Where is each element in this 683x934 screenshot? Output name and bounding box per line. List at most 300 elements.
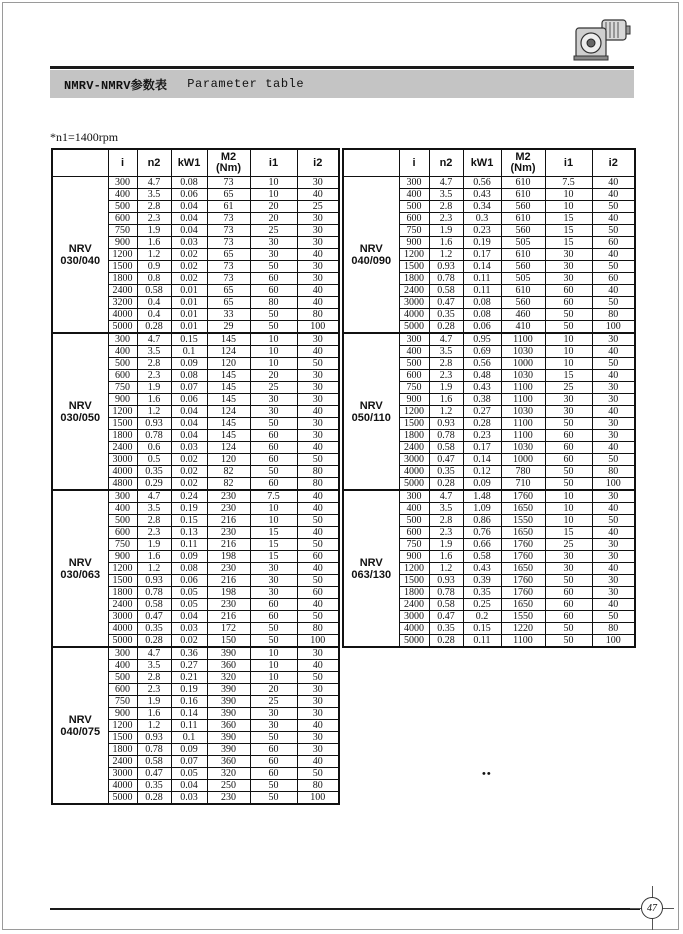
column-header: i1 (545, 149, 592, 177)
table-cell: 30 (297, 394, 339, 406)
table-cell: 0.2 (463, 611, 501, 623)
table-cell: 50 (545, 321, 592, 334)
table-cell: 65 (207, 249, 250, 261)
table-cell: 780 (501, 466, 545, 478)
table-row (52, 333, 339, 346)
table-cell: 65 (207, 285, 250, 297)
table-cell: 0.09 (171, 358, 207, 370)
table-cell: 0.23 (463, 225, 501, 237)
table-cell: 50 (250, 309, 297, 321)
table-cell: 100 (297, 635, 339, 648)
table-cell: 60 (250, 430, 297, 442)
table-cell: 230 (207, 563, 250, 575)
table-cell: 0.04 (171, 406, 207, 418)
table-cell: 390 (207, 732, 250, 744)
table-cell: 0.78 (429, 587, 463, 599)
table-cell: 560 (501, 225, 545, 237)
table-cell: 4.7 (137, 177, 171, 189)
table-cell: 0.35 (463, 587, 501, 599)
table-cell: 1.6 (429, 237, 463, 249)
table-cell: 0.28 (463, 418, 501, 430)
table-cell: 30 (545, 261, 592, 273)
table-cell: 1.6 (429, 551, 463, 563)
table-cell: 15 (250, 551, 297, 563)
table-cell: 0.86 (463, 515, 501, 527)
table-cell: 2.3 (429, 370, 463, 382)
table-cell: 500 (108, 358, 137, 370)
table-cell: 1.2 (429, 406, 463, 418)
table-cell: 1500 (108, 575, 137, 587)
table-cell: 15 (250, 527, 297, 539)
table-cell: 0.35 (429, 309, 463, 321)
table-cell: 145 (207, 333, 250, 346)
table-cell: 4000 (108, 309, 137, 321)
table-cell: 230 (207, 503, 250, 515)
table-row (52, 490, 339, 503)
table-cell: 50 (250, 792, 297, 805)
table-cell: 50 (297, 515, 339, 527)
table-cell: 3000 (399, 297, 429, 309)
table-cell: 10 (250, 503, 297, 515)
table-cell: 0.11 (463, 635, 501, 648)
column-header: n2 (429, 149, 463, 177)
table-cell: 2400 (108, 285, 137, 297)
column-header: kW1 (171, 149, 207, 177)
table-cell: 1800 (108, 587, 137, 599)
table-cell: 145 (207, 394, 250, 406)
table-cell: 80 (592, 309, 635, 321)
table-cell: 0.47 (429, 454, 463, 466)
table-cell: 1760 (501, 587, 545, 599)
table-cell: 560 (501, 261, 545, 273)
table-cell: 360 (207, 660, 250, 672)
table-cell: 1650 (501, 503, 545, 515)
table-cell: 1200 (399, 563, 429, 575)
table-cell: 30 (297, 370, 339, 382)
table-cell: 30 (297, 418, 339, 430)
table-cell: 30 (250, 708, 297, 720)
table-cell: 390 (207, 696, 250, 708)
table-cell: 1800 (108, 744, 137, 756)
table-cell: 0.13 (171, 527, 207, 539)
table-cell: 60 (545, 599, 592, 611)
table-cell: 30 (250, 406, 297, 418)
table-cell: 60 (545, 297, 592, 309)
table-cell: 50 (250, 623, 297, 635)
table-cell: 0.93 (429, 261, 463, 273)
table-cell: 0.04 (171, 430, 207, 442)
table-cell: 0.09 (171, 551, 207, 563)
table-cell: 0.23 (463, 430, 501, 442)
table-cell: 40 (592, 442, 635, 454)
table-cell: 50 (297, 611, 339, 623)
table-cell: 50 (592, 201, 635, 213)
table-cell: 0.35 (137, 623, 171, 635)
table-cell: 40 (592, 599, 635, 611)
table-cell: 0.78 (137, 744, 171, 756)
table-cell: 65 (207, 189, 250, 201)
table-cell: 0.08 (171, 177, 207, 189)
column-header: i (108, 149, 137, 177)
table-cell: 300 (399, 333, 429, 346)
table-cell: 0.04 (171, 418, 207, 430)
table-cell: 1550 (501, 611, 545, 623)
table-cell: 0.11 (463, 285, 501, 297)
table-cell: 5000 (108, 792, 137, 805)
table-cell: 900 (108, 394, 137, 406)
table-cell: 4000 (108, 623, 137, 635)
table-cell: 30 (297, 382, 339, 394)
table-cell: 0.58 (429, 285, 463, 297)
table-cell: 1200 (108, 249, 137, 261)
table-cell: 4.7 (137, 490, 171, 503)
table-cell: 320 (207, 768, 250, 780)
table-cell: 0.35 (429, 466, 463, 478)
table-cell: 1.6 (429, 394, 463, 406)
table-cell: 3000 (399, 611, 429, 623)
page-number: 47 (641, 897, 663, 919)
table-cell: 0.09 (463, 478, 501, 491)
table-cell: 25 (250, 696, 297, 708)
table-cell: 0.43 (463, 382, 501, 394)
table-cell: 300 (399, 177, 429, 189)
table-cell: 0.66 (463, 539, 501, 551)
model-label: NRV 030/050 (52, 333, 108, 490)
table-cell: 10 (250, 346, 297, 358)
table-cell: 50 (250, 321, 297, 334)
header-blank-cell (343, 149, 399, 177)
table-cell: 80 (297, 466, 339, 478)
table-cell: 400 (399, 189, 429, 201)
table-cell: 0.48 (463, 370, 501, 382)
table-cell: 60 (545, 587, 592, 599)
table-cell: 750 (108, 696, 137, 708)
table-cell: 0.69 (463, 346, 501, 358)
table-cell: 0.35 (429, 623, 463, 635)
table-cell: 0.95 (463, 333, 501, 346)
table-cell: 610 (501, 249, 545, 261)
table-header-row (343, 149, 635, 177)
column-header: i (399, 149, 429, 177)
table-cell: 3000 (108, 454, 137, 466)
table-cell: 5000 (399, 478, 429, 491)
table-cell: 40 (592, 249, 635, 261)
table-cell: 61 (207, 201, 250, 213)
table-cell: 0.14 (463, 454, 501, 466)
table-cell: 390 (207, 684, 250, 696)
table-cell: 600 (108, 527, 137, 539)
table-cell: 50 (545, 478, 592, 491)
table-cell: 1.9 (429, 225, 463, 237)
table-cell: 40 (592, 189, 635, 201)
table-cell: 40 (592, 370, 635, 382)
table-cell: 10 (545, 333, 592, 346)
table-cell: 50 (297, 539, 339, 551)
table-cell: 30 (592, 333, 635, 346)
table-cell: 1200 (108, 406, 137, 418)
table-cell: 1800 (399, 430, 429, 442)
table-cell: 2400 (399, 285, 429, 297)
table-cell: 50 (297, 454, 339, 466)
table-cell: 360 (207, 720, 250, 732)
table-cell: 1100 (501, 394, 545, 406)
table-cell: 10 (250, 189, 297, 201)
table-cell: 0.4 (137, 309, 171, 321)
table-cell: 2.8 (429, 515, 463, 527)
table-cell: 30 (297, 213, 339, 225)
table-cell: 100 (592, 478, 635, 491)
gear-motor-icon (572, 14, 632, 64)
table-cell: 2.3 (137, 527, 171, 539)
table-cell: 60 (592, 273, 635, 285)
table-cell: 0.09 (171, 744, 207, 756)
table-cell: 10 (545, 358, 592, 370)
table-cell: 0.06 (171, 189, 207, 201)
table-cell: 7.5 (545, 177, 592, 189)
table-cell: 73 (207, 213, 250, 225)
table-cell: 600 (108, 684, 137, 696)
model-label: NRV 030/063 (52, 490, 108, 647)
table-cell: 10 (250, 672, 297, 684)
table-cell: 1500 (108, 261, 137, 273)
title-banner (50, 70, 634, 98)
table-cell: 1.6 (137, 708, 171, 720)
table-cell: 1760 (501, 575, 545, 587)
table-cell: 750 (399, 539, 429, 551)
table-cell: 40 (297, 599, 339, 611)
table-cell: 10 (545, 490, 592, 503)
table-cell: 1000 (501, 454, 545, 466)
table-cell: 50 (250, 635, 297, 648)
table-cell: 50 (545, 418, 592, 430)
table-cell: 3.5 (137, 189, 171, 201)
table-cell: 3000 (399, 454, 429, 466)
table-cell: 40 (297, 346, 339, 358)
table-cell: 50 (250, 732, 297, 744)
table-cell: 40 (592, 527, 635, 539)
table-cell: 25 (250, 382, 297, 394)
table-cell: 40 (592, 285, 635, 297)
table-cell: 40 (297, 660, 339, 672)
table-cell: 30 (592, 551, 635, 563)
table-cell: 750 (399, 225, 429, 237)
table-cell: 390 (207, 744, 250, 756)
table-cell: 216 (207, 539, 250, 551)
table-cell: 4.7 (137, 647, 171, 660)
table-cell: 50 (297, 575, 339, 587)
table-cell: 300 (399, 490, 429, 503)
table-cell: 1650 (501, 599, 545, 611)
table-cell: 0.11 (171, 539, 207, 551)
table-cell: 1030 (501, 406, 545, 418)
footer-rule (50, 908, 640, 910)
table-cell: 1030 (501, 346, 545, 358)
table-cell: 198 (207, 587, 250, 599)
table-cell: 50 (297, 768, 339, 780)
table-cell: 560 (501, 201, 545, 213)
table-cell: 1100 (501, 382, 545, 394)
table-cell: 0.17 (463, 249, 501, 261)
table-cell: 4000 (399, 623, 429, 635)
parameter-table-right (342, 148, 636, 648)
table-cell: 0.47 (429, 297, 463, 309)
table-cell: 73 (207, 225, 250, 237)
table-cell: 30 (297, 237, 339, 249)
table-cell: 3.5 (137, 660, 171, 672)
table-cell: 15 (545, 213, 592, 225)
table-cell: 30 (297, 225, 339, 237)
table-cell: 3.5 (429, 503, 463, 515)
table-cell: 0.35 (137, 466, 171, 478)
table-cell: 1760 (501, 539, 545, 551)
table-cell: 0.78 (429, 430, 463, 442)
table-cell: 750 (399, 382, 429, 394)
table-cell: 60 (545, 285, 592, 297)
table-cell: 15 (545, 225, 592, 237)
table-cell: 30 (545, 249, 592, 261)
table-cell: 360 (207, 756, 250, 768)
table-cell: 50 (545, 309, 592, 321)
table-cell: 1.9 (429, 382, 463, 394)
table-cell: 1500 (399, 575, 429, 587)
table-cell: 40 (592, 406, 635, 418)
table-cell: 230 (207, 599, 250, 611)
table-cell: 0.4 (137, 297, 171, 309)
table-cell: 1.9 (137, 382, 171, 394)
table-cell: 2.8 (429, 358, 463, 370)
table-cell: 25 (250, 225, 297, 237)
table-cell: 390 (207, 647, 250, 660)
table-cell: 4000 (108, 466, 137, 478)
table-cell: 216 (207, 575, 250, 587)
table-cell: 30 (545, 406, 592, 418)
table-cell: 60 (545, 442, 592, 454)
table-cell: 0.01 (171, 285, 207, 297)
table-cell: 230 (207, 490, 250, 503)
table-cell: 2400 (399, 442, 429, 454)
table-cell: 30 (592, 418, 635, 430)
table-cell: 40 (297, 249, 339, 261)
table-cell: 100 (592, 321, 635, 334)
table-cell: 2400 (108, 756, 137, 768)
table-cell: 30 (297, 684, 339, 696)
parameter-table-left (51, 148, 340, 805)
table-cell: 0.05 (171, 599, 207, 611)
table-cell: 1200 (399, 406, 429, 418)
table-cell: 1.9 (137, 539, 171, 551)
table-cell: 20 (250, 201, 297, 213)
table-cell: 0.07 (171, 756, 207, 768)
table-cell: 65 (207, 297, 250, 309)
table-cell: 900 (108, 708, 137, 720)
table-cell: 0.08 (171, 370, 207, 382)
table-cell: 0.58 (137, 756, 171, 768)
table-cell: 10 (250, 660, 297, 672)
table-cell: 30 (297, 261, 339, 273)
table-cell: 1100 (501, 418, 545, 430)
table-cell: 60 (250, 744, 297, 756)
table-cell: 3.5 (137, 503, 171, 515)
table-cell: 0.19 (171, 503, 207, 515)
table-cell: 40 (297, 297, 339, 309)
table-cell: 1.6 (137, 551, 171, 563)
table-cell: 0.11 (463, 273, 501, 285)
table-cell: 0.58 (429, 442, 463, 454)
table-cell: 10 (250, 333, 297, 346)
table-cell: 1.2 (137, 563, 171, 575)
center-dots: •• (482, 768, 492, 780)
table-cell: 60 (250, 478, 297, 491)
table-cell: 0.07 (171, 382, 207, 394)
table-cell: 1760 (501, 490, 545, 503)
table-cell: 500 (399, 515, 429, 527)
table-cell: 0.15 (171, 515, 207, 527)
table-cell: 15 (545, 527, 592, 539)
table-cell: 30 (250, 237, 297, 249)
table-cell: 0.1 (171, 346, 207, 358)
table-cell: 30 (297, 647, 339, 660)
table-cell: 30 (545, 563, 592, 575)
table-cell: 73 (207, 177, 250, 189)
table-cell: 400 (399, 503, 429, 515)
table-cell: 198 (207, 551, 250, 563)
table-cell: 50 (545, 635, 592, 648)
table-cell: 610 (501, 189, 545, 201)
table-cell: 0.12 (463, 466, 501, 478)
title-cn: NMRV-NMRV参数表 (64, 78, 168, 93)
table-cell: 30 (297, 732, 339, 744)
table-cell: 710 (501, 478, 545, 491)
table-cell: 460 (501, 309, 545, 321)
table-cell: 1550 (501, 515, 545, 527)
table-cell: 80 (297, 309, 339, 321)
table-cell: 40 (297, 285, 339, 297)
table-cell: 0.93 (429, 575, 463, 587)
table-cell: 50 (250, 780, 297, 792)
table-cell: 0.04 (171, 213, 207, 225)
table-cell: 60 (297, 551, 339, 563)
table-cell: 0.47 (137, 768, 171, 780)
table-cell: 1.9 (429, 539, 463, 551)
column-header: M2 (Nm) (501, 149, 545, 177)
table-cell: 40 (297, 527, 339, 539)
table-cell: 600 (399, 527, 429, 539)
table-cell: 0.47 (137, 611, 171, 623)
table-cell: 40 (297, 720, 339, 732)
table-cell: 1000 (501, 358, 545, 370)
table-cell: 50 (545, 466, 592, 478)
table-cell: 40 (297, 563, 339, 575)
table-cell: 50 (250, 466, 297, 478)
table-cell: 1.48 (463, 490, 501, 503)
table-cell: 4000 (108, 780, 137, 792)
table-cell: 0.93 (137, 575, 171, 587)
table-cell: 73 (207, 261, 250, 273)
table-cell: 120 (207, 358, 250, 370)
table-cell: 0.02 (171, 454, 207, 466)
table-cell: 0.19 (171, 684, 207, 696)
header-rule (50, 66, 634, 69)
table-cell: 0.28 (137, 321, 171, 334)
table-cell: 0.01 (171, 321, 207, 334)
table-cell: 50 (250, 418, 297, 430)
table-cell: 60 (297, 587, 339, 599)
table-cell: 0.02 (171, 249, 207, 261)
model-label: NRV 040/090 (343, 177, 399, 334)
table-cell: 0.06 (171, 394, 207, 406)
table-cell: 30 (592, 490, 635, 503)
table-cell: 0.1 (171, 732, 207, 744)
